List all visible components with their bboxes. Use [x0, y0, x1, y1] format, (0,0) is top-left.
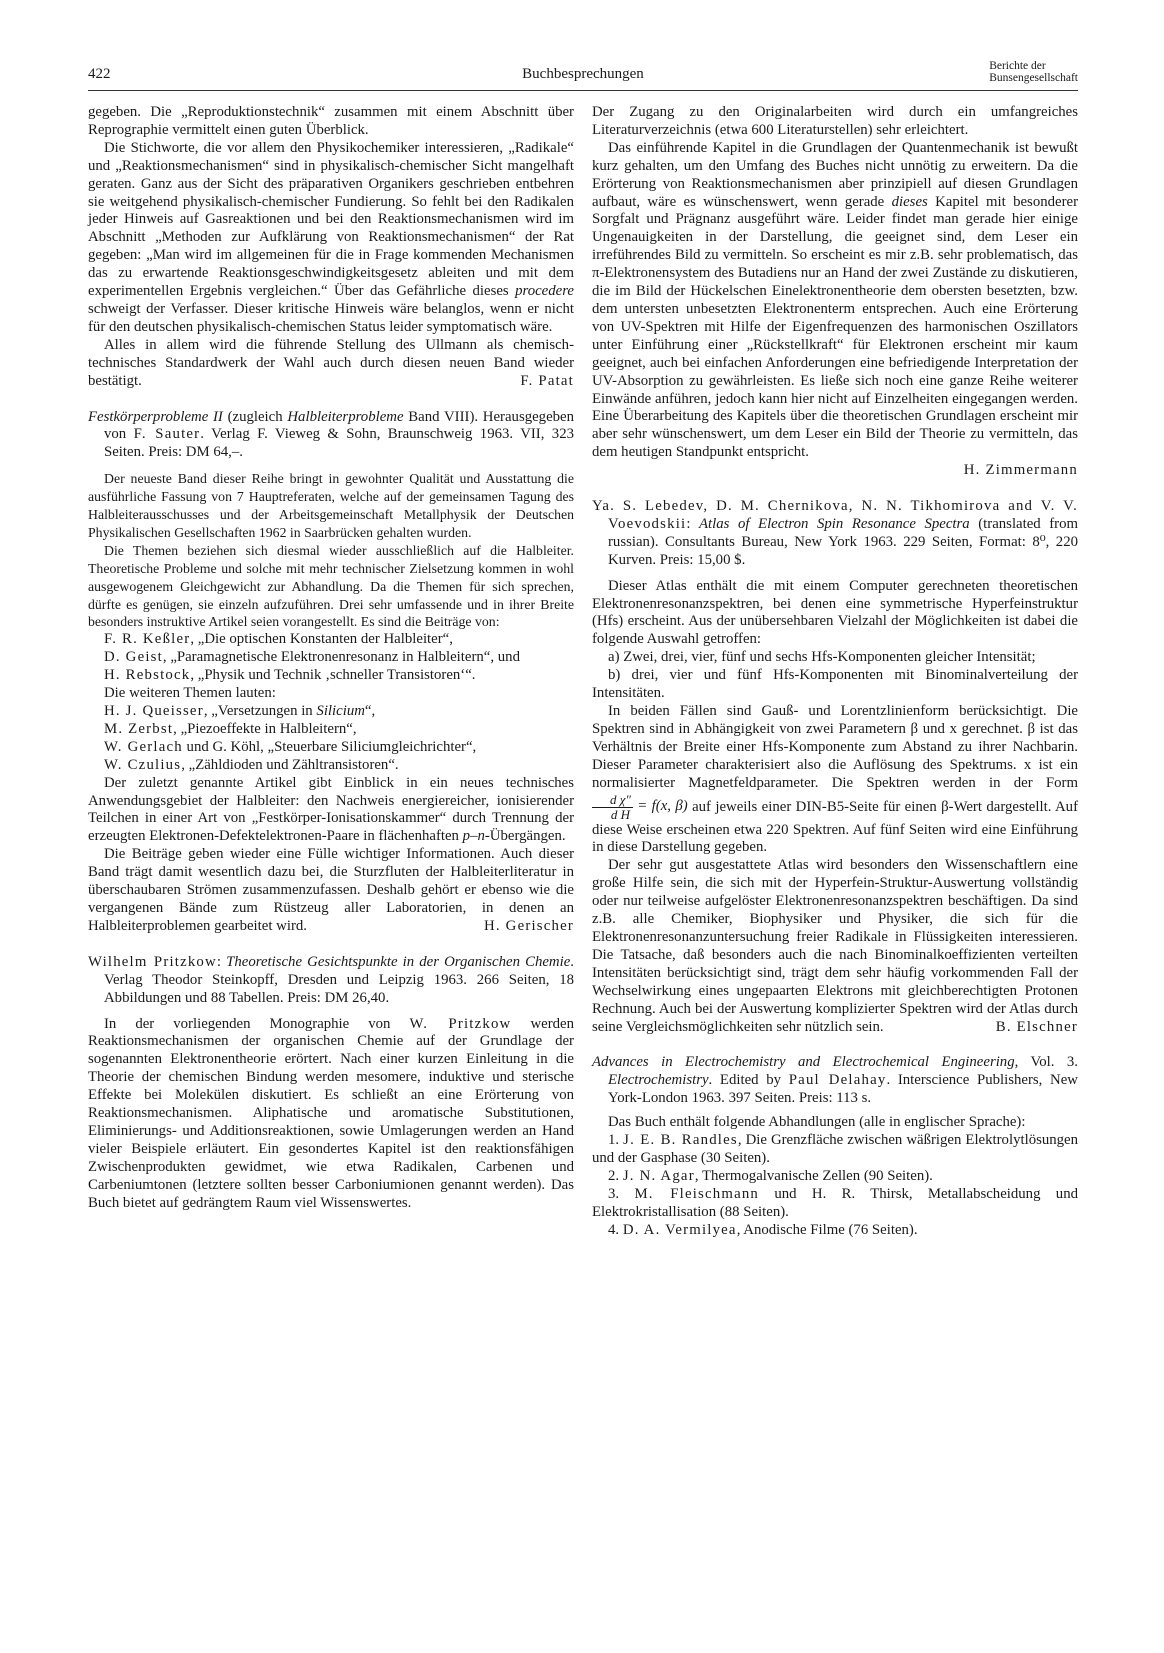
reviewer-signature: F. Patat [520, 372, 574, 389]
page-header [88, 58, 1078, 91]
journal-line-2: Bunsengesellschaft [989, 72, 1078, 84]
paragraph: Die Themen beziehen sich diesmal wieder ausschließlich auf die Halbleiter. Theoretische Probleme und solche mit mehr technischer Zielsetzung kommen in wohl ausgewogenem Gleichgewicht zur Abhandlung. Da die Themen für sich sprechen, dürfte es genügen, sie einzeln aufzuführen. Drei sehr umfassende und in ihrer Breite besonders instruktive Artikel seien vorangestellt. Es sind die Beiträge von: [88, 542, 574, 630]
left-column [88, 104, 574, 1212]
paragraph: Alles in allem wird die führende Stellung des Ullmann als chemisch-technisches Standardwerk der Wahl auch durch diesen neuen Band wieder bestätigt. F. Patat [88, 336, 574, 389]
paragraph: Die weiteren Themen lauten: [104, 685, 276, 702]
list-item: H. J. Queisser, „Versetzungen in Silicium“, [104, 703, 376, 719]
paragraph: Der Zugang zu den Originalarbeiten wird durch ein umfangreiches Literaturverzeichnis (etwa 600 Literaturstellen) sehr erleichtert. [592, 104, 1078, 138]
list-item: H. Rebstock, „Physik und Technik ‚schneller Transistoren‘“. [104, 667, 476, 684]
page-number: 422 [88, 66, 111, 82]
paragraph: Das einführende Kapitel in die Grundlagen der Quantenmechanik ist bewußt kurz gehalten, um den Umfang des Buches nicht unnötig zu erweitern. Da die Erörterung von Reaktionsmechanismen aber prinzipiell auf diesen Grundlagen aufbaut, wäre es wünschenswert, wenn gerade dieses Kapitel mit besonderer Sorgfalt und Prägnanz ausgeführt wäre. Leider findet man gerade hier einige Ungenauigkeiten in der Darstellung, die geeignet sind, dem Leser ein irreführendes Bild zu vermitteln. So erscheint es mir z.B. sehr problematisch, das π-Elektronensystem des Butadiens nur an Hand der zwei Zustände zu diskutieren, die im Bild der Hückelschen Einelektronentheorie dem obersten besetzten, bzw. dem untersten unbesetzten Elektronenterm entsprechen. Auch eine Erörterung von UV-Spektren mit Hilfe der Eigenfrequenzen des harmonischen Oszillators unter Einführung einer „Rückstellkraft“ für Elektronen erscheint mir kaum geeignet, auch bei einfachen Anforderungen eine befriedigende Interpretation der UV-Absorption zu gewährleisten. Es ließe sich noch eine ganze Reihe weiterer Einwände anführen, jedoch kann hier nicht auf Einzelheiten eingegangen werden. Eine Überarbeitung des Kapitels über die theoretischen Grundlagen erscheint mir aber sehr wünschenswert, um dem Leser ein Bild der Theorie zu vermitteln, das dem heutigen Standpunkt entspricht. [592, 139, 1079, 461]
list-item: F. R. Keßler, „Die optischen Konstanten der Halbleiter“, [104, 631, 453, 648]
reviewer-signature: H. Zimmermann [963, 462, 1078, 479]
paragraph: Dieser Atlas enthält die mit einem Computer gerechneten theoretischen Elektronenresonanzspektren, bei denen eine symmetrische Hyperfeinstruktur (Hfs) erscheint. Aus der unübersehbaren Vielzahl der Möglichkeiten ist dabei die folgende Auswahl getroffen: [592, 577, 1078, 648]
reviewer-signature: B. Elschner [995, 1018, 1078, 1035]
list-item: W. Czulius, „Zähldioden und Zähltransistoren“. [104, 756, 399, 773]
list-item: D. Geist, „Paramagnetische Elektronenresonanz in Halbleitern“, und [104, 649, 520, 666]
list-item: 3. M. Fleischmann und H. R. Thirsk, Metallabscheidung und Elektrokristallisation (88 Seiten). [592, 1185, 1078, 1220]
list-item: W. Gerlach und G. Köhl, „Steuerbare Siliciumgleichrichter“, [104, 738, 477, 755]
list-item: 2. J. N. Agar, Thermogalvanische Zellen (90 Seiten). [608, 1167, 933, 1184]
journal-line-1: Berichte der [989, 60, 1046, 72]
formula: $\frac{\text{d χ″}}{\text{d H}}$ = f(x, β) [592, 798, 688, 814]
review-citation: Ya. S. Lebedev, D. M. Chernikova, N. N. Tikhomirova and V. V. Voevodskii: Atlas of Electron Spin Resonance Spectra (translated from russian). Consultants Bureau, New York 1963. 229 Seiten, Format: 8⁰, 220 Kurven. Preis: 15,00 $. [592, 498, 1079, 568]
paragraph: Der sehr gut ausgestattete Atlas wird besonders den Wissenschaftlern eine große Hilfe sein, die sich mit der Hyperfein-Struktur-Auswertung vollständig oder nur teilweise aufgelöster Elektronenresonanzspektren beschäftigen. Da sind z.B. alle Chemiker, Biophysiker und Physiker, die sich für die Elektronenresonanzuntersuchung freier Radikale in Flüssigkeiten interessieren. Die Tatsache, daß besonders auch die nach Binominalkoeffizienten verteilten Intensitäten berücksichtigt sind, trägt dem sehr häufig vorkommenden Fall der Wechselwirkung eines ungepaarten Elektrons mit gleichberechtigten Protonen Rechnung. Auch bei der Auswertung komplizierter Spektren wird der Atlas durch seine Vergleichsmöglichkeiten sehr nützlich sein. B. Elschner [592, 857, 1078, 1035]
paragraph: Die Stichworte, die vor allem den Physikochemiker interessieren, „Radikale“ und „Reaktionsmechanismen“ sind in physikalisch-chemischer Sicht mangelhaft geraten. Ganz aus der Sicht des präparativen Organikers geschrieben entbehren sie weitgehend physikalisch-chemischer Fundierung. So fehlt bei den Radikalen jeder Hinweis auf Gasreaktionen und bei den Reaktionsmechanismen wird im Abschnitt „Methoden zur Aufklärung von Reaktionsmechanismen“ der Rat gegeben: „Man wird im allgemeinen für die in Frage kommenden Mechanismen das zu erwartende Reaktionsgeschwindigkeitsgesetz ableiten und mit dem experimentellen Ergebnis vergleichen.“ Über das Gefährliche dieses procedere schweigt der Verfasser. Dieser kritische Hinweis wäre belanglos, wenn er nicht für den deutschen physikalisch-chemischen Status leider symptomatisch wäre. [88, 139, 574, 335]
paragraph: In der vorliegenden Monographie von W. Pritzkow werden Reaktionsmechanismen der organischen Chemie auf der Grundlage der sogenannten Elektronentheorie erörtert. Nach einer kurzen Einleitung in die Theorie der chemischen Bindung werden mesomere, induktive und sterische Effekte bei Molekülen diskutiert. Es schließt an eine Erörterung von Reaktionsmechanismen. Aliphatische und aromatische Substitutionen, Eliminierungs- und Additionsreaktionen, sowie Umlagerungen werden an Hand vieler Beispiele erläutert. Ein gesondertes Kapitel ist den reaktionsfähigen Zwischenprodukten gewidmet, wie etwa Radikalen, Carbenen und Carbeniumtonen (letztere sollten besser Carboniumionen genannt werden). Das Buch bietet auf gedrängtem Raum viel Wissenswertes. [88, 1015, 575, 1211]
reviewer-signature: H. Gerischer [484, 917, 574, 934]
paragraph: In beiden Fällen sind Gauß- und Lorentzlinienform berücksichtigt. Die Spektren sind in Abhängigkeit von zwei Parametern β und x gerechnet. β ist das Verhältnis der Breite einer Hfs-Komponente zum Abstand zu ihrer Nachbarin. Dieser Parameter charakterisiert also die Auflösung des Spektrums. x ist ein normalisierter Magnetfeldparameter. Die Spektren werden in der Form $\frac{\text{d χ″}}{\text{d H}}$ = f(x, β) auf jeweils einer DIN-B5-Seite für einen β-Wert dargestellt. Auf diese Weise erscheinen etwa 220 Spektren. Auf fünf Seiten wird eine Einführung in diese Darstellung gegeben. [592, 703, 1078, 856]
section-title: Buchbesprechungen [522, 66, 644, 82]
list-item: b) drei, vier und fünf Hfs-Komponenten mit Binominalverteilung der Intensitäten. [592, 667, 1078, 702]
list-item: M. Zerbst, „Piezoeffekte in Halbleitern“, [104, 720, 357, 737]
paragraph: Die Beiträge geben wieder eine Fülle wichtiger Informationen. Auch dieser Band trägt damit wesentlich dazu bei, die Sturzfluten der Halbleiterliteratur in überschaubaren Strömen zusammenzufassen. Deshalb gehört er ebenso wie die vergangenen Bände zum Rüstzeug aller Laboratorien, in denen an Halbleiterproblemen gearbeitet wird. H. Gerischer [88, 846, 574, 934]
review-citation: Wilhelm Pritzkow: Theoretische Gesichtspunkte in der Organischen Chemie. Verlag Theodor Steinkopff, Dresden und Leipzig 1963. 266 Seiten, 18 Abbildungen und 88 Tabellen. Preis: DM 26,40. [88, 953, 574, 1006]
paragraph: Das Buch enthält folgende Abhandlungen (alle in englischer Sprache): [608, 1114, 1026, 1131]
review-citation: Festkörperprobleme II (zugleich Halbleiterprobleme Band VIII). Herausgegeben von F. Sauter. Verlag F. Vieweg & Sohn, Braunschweig 1963. VII, 323 Seiten. Preis: DM 64,–. [88, 408, 574, 461]
list-item: a) Zwei, drei, vier, fünf und sechs Hfs-Komponenten gleicher Intensität; [608, 649, 1036, 666]
paragraph: Der neueste Band dieser Reihe bringt in gewohnter Qualität und Ausstattung die ausführliche Fassung von 7 Hauptreferaten, welche auf der gemeinsamen Tagung des Halbleiterausschusses und der Arbeitsgemeinschaft Metallphysik der Deutschen Physikalischen Gesellschaften 1962 in Saarbrücken gehalten wurden. [88, 471, 574, 540]
paragraph: gegeben. Die „Reproduktionstechnik“ zusammen mit einem Abschnitt über Reprographie vermittelt einen guten Überblick. [88, 104, 574, 138]
right-column [592, 104, 1078, 1239]
paragraph: Der zuletzt genannte Artikel gibt Einblick in ein neues technisches Anwendungsgebiet der Halbleiter: den Nachweis energiereicher, ionisierender Teilchen in einer Art von „Festkörper-Ionisationskammer“ durch Trennung der erzeugten Elektronen-Defektelektronen-Paare in flächenhaften p–n-Übergängen. [88, 774, 574, 845]
list-item: 4. D. A. Vermilyea, Anodische Filme (76 Seiten). [608, 1221, 918, 1238]
journal-name [989, 60, 1078, 84]
list-item: 1. J. E. B. Randles, Die Grenzfläche zwischen wäßrigen Elektrolytlösungen und der Gasphase (30 Seiten). [592, 1132, 1079, 1166]
review-citation: Advances in Electrochemistry and Electrochemical Engineering, Vol. 3. Electrochemistry. Edited by Paul Delahay. Interscience Publishers, New York-London 1963. 397 Seiten. Preis: 113 s. [592, 1054, 1078, 1107]
